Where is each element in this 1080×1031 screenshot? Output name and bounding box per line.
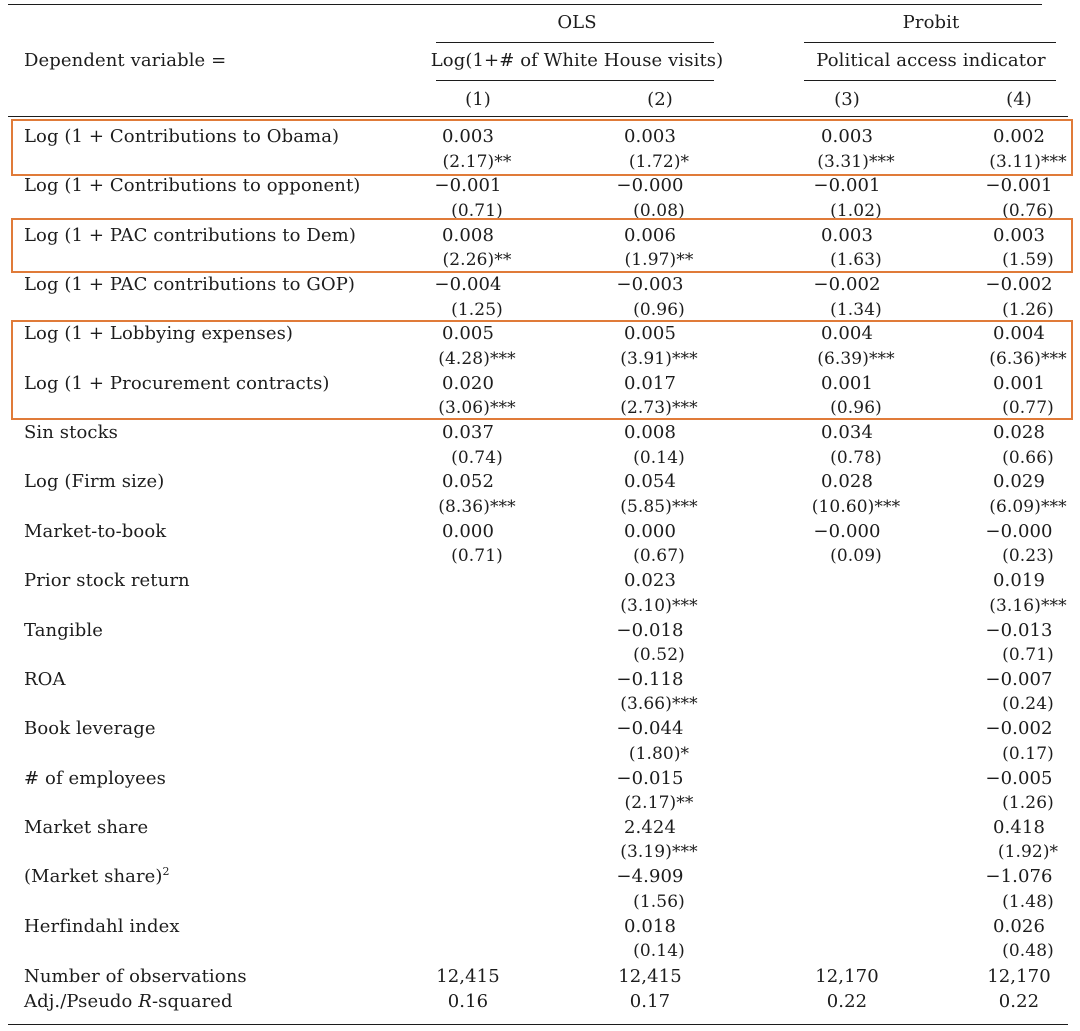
probit-label: Probit <box>902 12 960 33</box>
highlight-box-pac-dem <box>11 218 1073 273</box>
row-label <box>24 570 190 592</box>
r-squared-label <box>24 991 233 1013</box>
row-label-text: Book leverage <box>24 718 156 740</box>
t-statistic-col-1: (0.74) <box>451 447 503 468</box>
coefficient-col-3: 0.004 <box>820 323 874 345</box>
coefficient-col-2: 0.018 <box>623 915 677 937</box>
t-statistic-col-1: (0.71) <box>451 200 503 221</box>
row-label-text: (Market share) <box>24 866 163 888</box>
row-label-text: Log (1 + Contributions to opponent) <box>24 175 361 197</box>
t-statistic-col-4: (0.66) <box>1002 447 1054 468</box>
t-statistic-col-2: (3.19)*** <box>620 842 698 863</box>
t-statistic-col-4: (1.26) <box>1002 299 1054 320</box>
t-statistic-col-2: (2.73)*** <box>620 398 698 419</box>
coefficient-col-1: 0.000 <box>441 520 495 542</box>
probit-dependent-variable: Political access indicator <box>816 50 1046 71</box>
t-statistic-col-4: (0.77) <box>1002 398 1054 419</box>
observations-col-3: 12,170 <box>815 966 879 987</box>
t-statistic-col-3: (1.02) <box>830 200 882 221</box>
coefficient-col-1: 0.052 <box>441 471 495 493</box>
dependent-variable-label: Dependent variable = <box>24 50 227 71</box>
t-statistic-col-1: (3.06)*** <box>438 398 516 419</box>
ols-dependent-variable: Log(1+# of White House visits) <box>430 50 724 71</box>
row-label <box>24 274 355 296</box>
coefficient-col-2: 0.000 <box>623 520 677 542</box>
row-label-text: Log (1 + Contributions to Obama) <box>24 126 340 147</box>
t-statistic-col-4: (0.71) <box>1002 645 1054 665</box>
t-statistic-col-3: (6.39)*** <box>817 348 895 369</box>
column-number-3: (3) <box>834 89 860 110</box>
row-label <box>24 471 164 493</box>
r-squared-col-2: 0.17 <box>629 991 671 1012</box>
t-statistic-col-1: (1.25) <box>451 299 503 320</box>
coefficient-col-2: −0.003 <box>616 274 684 296</box>
t-statistic-col-2: (0.14) <box>633 941 685 962</box>
ols-dep-underline <box>436 80 714 81</box>
coefficient-col-3: 0.003 <box>820 224 874 246</box>
t-statistic-col-3: (10.60)*** <box>811 496 901 517</box>
t-statistic-col-2: (3.10)*** <box>620 595 698 616</box>
row-label-text: Herfindahl index <box>24 915 180 937</box>
t-statistic-col-2: (0.67) <box>633 546 685 567</box>
probit-dep-underline <box>804 80 1056 81</box>
row-label-text: Prior stock return <box>24 570 190 592</box>
r-squared-col-4: 0.22 <box>998 991 1040 1012</box>
coefficient-col-2: 2.424 <box>623 816 677 838</box>
coefficient-col-4: 0.418 <box>992 816 1046 838</box>
t-statistic-col-4: (0.48) <box>1002 941 1054 962</box>
coefficient-col-2: 0.017 <box>623 372 677 394</box>
coefficient-col-2: 0.054 <box>623 471 677 493</box>
bottom-rule <box>8 1024 1068 1025</box>
t-statistic-col-2: (2.17)** <box>624 793 694 814</box>
coefficient-col-4: 0.026 <box>992 915 1046 937</box>
t-statistic-col-2: (1.80)* <box>628 743 690 764</box>
row-label <box>24 422 118 444</box>
row-label-text: Log (Firm size) <box>24 471 165 493</box>
coefficient-col-4: −0.001 <box>985 175 1053 197</box>
row-label-text: ROA <box>24 668 66 690</box>
row-label-text: Tangible <box>24 619 103 641</box>
t-statistic-col-1: (0.71) <box>451 546 503 567</box>
observations-col-1: 12,415 <box>436 966 500 987</box>
t-statistic-col-1: (2.26)** <box>442 250 512 271</box>
r-squared-col-1: 0.16 <box>447 991 489 1012</box>
r-squared-col-3: 0.22 <box>826 991 868 1012</box>
t-statistic-col-3: (0.96) <box>830 398 882 419</box>
coefficient-col-3: 0.003 <box>820 126 874 147</box>
row-label <box>24 669 66 691</box>
row-label <box>24 866 170 888</box>
row-label-text: Log (1 + PAC contributions to GOP) <box>24 274 356 296</box>
t-statistic-col-2: (1.72)* <box>628 151 690 172</box>
row-label-text: Market-to-book <box>24 520 167 542</box>
observations-col-2: 12,415 <box>618 966 682 987</box>
t-statistic-col-4: (1.59) <box>1002 250 1054 271</box>
coefficient-col-1: −0.001 <box>434 175 502 197</box>
coefficient-col-1: 0.020 <box>441 372 495 394</box>
coefficient-col-3: 0.034 <box>820 422 874 444</box>
coefficient-col-1: −0.004 <box>434 274 502 296</box>
row-label <box>24 768 166 790</box>
observations-label: Number of observations <box>24 966 247 987</box>
r-squared-label-pre: Adj./Pseudo <box>24 991 139 1012</box>
r-squared-label-r: R <box>138 991 152 1012</box>
coefficient-col-1: 0.037 <box>441 422 495 444</box>
t-statistic-col-3: (0.09) <box>830 546 882 567</box>
t-statistic-col-4: (1.92)* <box>997 842 1059 863</box>
coefficient-col-1: 0.008 <box>441 224 495 246</box>
coefficient-col-2: −0.018 <box>616 619 684 641</box>
highlight-box-lobbying-procurement <box>11 320 1073 420</box>
coefficient-col-4: −0.002 <box>985 274 1053 296</box>
coefficient-col-2: 0.023 <box>623 570 677 592</box>
coefficient-col-4: 0.029 <box>992 471 1046 493</box>
coefficient-col-4: 0.002 <box>992 126 1046 147</box>
coefficient-col-3: −0.000 <box>813 520 881 542</box>
coefficient-col-2: −4.909 <box>616 866 684 888</box>
coefficient-col-2: −0.118 <box>616 668 684 690</box>
coefficient-col-4: −0.005 <box>985 767 1053 789</box>
t-statistic-col-4: (6.36)*** <box>989 348 1067 369</box>
coefficient-col-4: −1.076 <box>985 866 1053 888</box>
coefficient-col-1: 0.003 <box>441 126 495 147</box>
t-statistic-col-1: (8.36)*** <box>438 496 516 517</box>
coefficient-col-3: 0.001 <box>820 372 874 394</box>
t-statistic-col-2: (3.91)*** <box>620 348 698 369</box>
t-statistic-col-2: (1.97)** <box>624 250 694 271</box>
highlight-box-obama <box>11 119 1073 176</box>
row-label-text: Log (1 + PAC contributions to Dem) <box>24 224 356 246</box>
header-rule <box>8 116 1068 117</box>
t-statistic-col-3: (1.63) <box>830 250 882 271</box>
coefficient-col-3: −0.001 <box>813 175 881 197</box>
coefficient-col-2: −0.044 <box>616 718 684 740</box>
t-statistic-col-4: (1.26) <box>1002 793 1054 814</box>
r-squared-label-post: -squared <box>151 991 233 1012</box>
t-statistic-col-2: (0.14) <box>633 447 685 468</box>
coefficient-col-2: −0.000 <box>616 175 684 197</box>
row-label <box>24 916 180 938</box>
row-label-text: Sin stocks <box>24 422 118 444</box>
row-label <box>24 521 166 543</box>
coefficient-col-2: 0.006 <box>623 224 677 246</box>
coefficient-col-4: −0.000 <box>985 520 1053 542</box>
probit-underline <box>804 42 1056 43</box>
row-label <box>24 175 360 197</box>
top-rule <box>8 4 1042 5</box>
coefficient-col-2: −0.015 <box>616 767 684 789</box>
coefficient-col-4: 0.004 <box>992 323 1046 345</box>
coefficient-col-4: −0.002 <box>985 718 1053 740</box>
coefficient-col-4: 0.019 <box>992 570 1046 592</box>
t-statistic-col-2: (5.85)*** <box>620 496 698 517</box>
t-statistic-col-3: (3.31)*** <box>817 151 895 172</box>
t-statistic-col-1: (4.28)*** <box>438 348 516 369</box>
t-statistic-col-4: (0.23) <box>1002 546 1054 567</box>
coefficient-col-2: 0.005 <box>623 323 677 345</box>
ols-label: OLS <box>557 12 597 33</box>
coefficient-col-2: 0.008 <box>623 422 677 444</box>
t-statistic-col-4: (6.09)*** <box>989 496 1067 517</box>
row-label <box>24 718 156 740</box>
t-statistic-col-1: (2.17)** <box>442 151 512 172</box>
t-statistic-col-4: (0.76) <box>1002 200 1054 221</box>
t-statistic-col-3: (0.78) <box>830 447 882 468</box>
observations-col-4: 12,170 <box>987 966 1051 987</box>
t-statistic-col-2: (0.08) <box>633 200 685 221</box>
coefficient-col-4: −0.013 <box>985 619 1053 641</box>
row-label-text: Log (1 + Lobbying expenses) <box>24 323 294 345</box>
ols-underline <box>436 42 714 43</box>
row-label <box>24 817 148 839</box>
row-label <box>24 620 103 642</box>
t-statistic-col-4: (0.24) <box>1002 694 1054 715</box>
row-label-text: Log (1 + Procurement contracts) <box>24 372 330 394</box>
column-number-4: (4) <box>1006 89 1032 110</box>
coefficient-col-4: 0.003 <box>992 224 1046 246</box>
coefficient-col-3: −0.002 <box>813 274 881 296</box>
t-statistic-col-4: (1.48) <box>1002 891 1054 912</box>
coefficient-col-2: 0.003 <box>623 126 677 147</box>
coefficient-col-3: 0.028 <box>820 471 874 493</box>
t-statistic-col-4: (3.16)*** <box>989 595 1067 616</box>
row-label-superscript: 2 <box>162 865 170 879</box>
t-statistic-col-2: (1.56) <box>633 891 685 912</box>
coefficient-col-4: 0.028 <box>992 422 1046 444</box>
t-statistic-col-2: (0.52) <box>633 645 685 665</box>
t-statistic-col-3: (1.34) <box>830 299 882 320</box>
row-label-text: Market share <box>24 816 149 838</box>
column-number-2: (2) <box>647 89 673 110</box>
t-statistic-col-2: (3.66)*** <box>620 694 698 715</box>
column-number-1: (1) <box>465 89 491 110</box>
row-label-text: # of employees <box>24 767 166 789</box>
t-statistic-col-4: (3.11)*** <box>989 151 1067 172</box>
t-statistic-col-2: (0.96) <box>633 299 685 320</box>
coefficient-col-1: 0.005 <box>441 323 495 345</box>
t-statistic-col-4: (0.17) <box>1002 743 1054 764</box>
coefficient-col-4: −0.007 <box>985 668 1053 690</box>
coefficient-col-4: 0.001 <box>992 372 1046 394</box>
